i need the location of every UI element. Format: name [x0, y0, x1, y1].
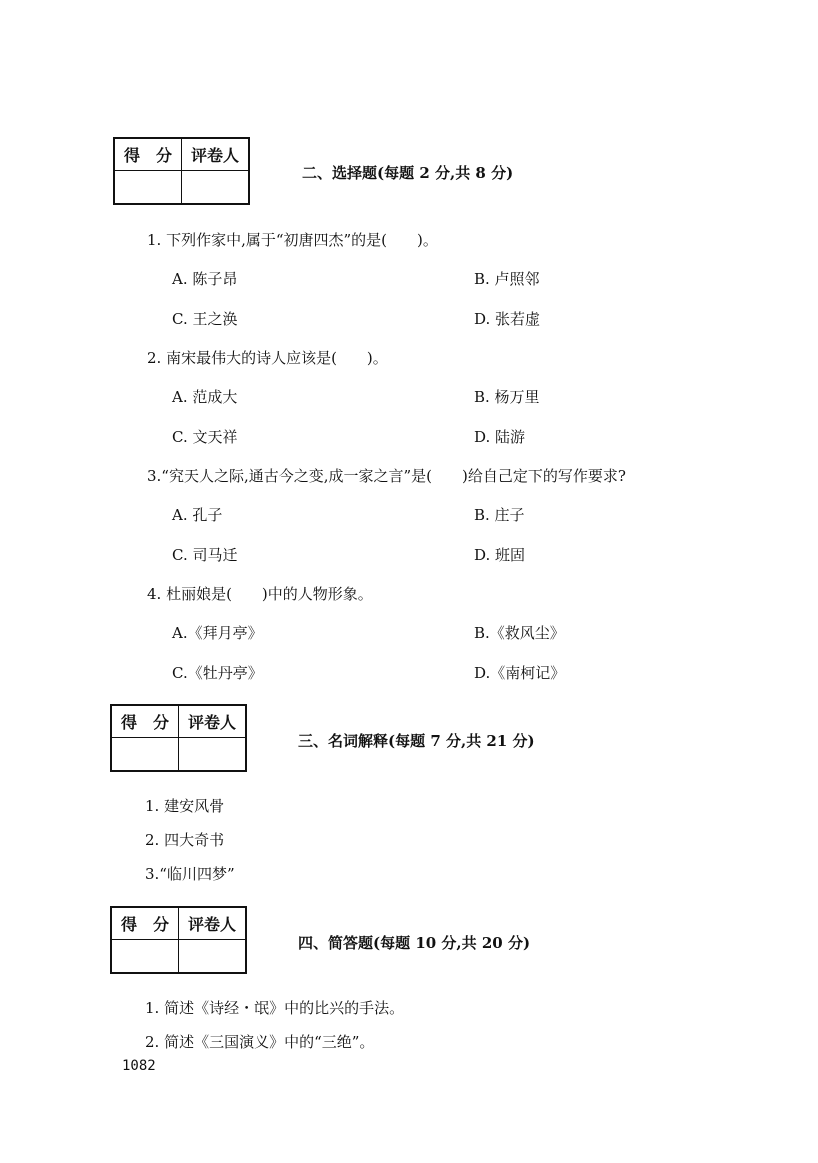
q2-option-d: D. 陆游: [474, 428, 526, 446]
grader-label: 评卷人: [179, 907, 247, 940]
q1-option-b: B. 卢照邻: [474, 270, 540, 288]
q4-option-a: A.《拜月亭》: [172, 624, 263, 642]
q4-option-b: B.《救风尘》: [474, 624, 565, 642]
q2-option-a: A. 范成大: [172, 388, 238, 406]
q4-option-d: D.《南柯记》: [474, 664, 566, 682]
q2-option-b: B. 杨万里: [474, 388, 540, 406]
score-label: 得 分: [111, 907, 179, 940]
q3-option-c: C. 司马迁: [172, 546, 238, 564]
section2-title: 二、选择题(每题 2 分,共 8 分): [302, 164, 514, 182]
score-label: 得 分: [114, 138, 182, 171]
grader-label: 评卷人: [182, 138, 250, 171]
q4-option-c: C.《牡丹亭》: [172, 664, 263, 682]
page-number: 1082: [122, 1058, 156, 1074]
section3-title: 三、名词解释(每题 7 分,共 21 分): [298, 732, 535, 750]
score-box-section2: [113, 137, 250, 205]
short-answer-1: 1. 简述《诗经・氓》中的比兴的手法。: [145, 999, 405, 1017]
term-2: 2. 四大奇书: [145, 831, 225, 849]
score-field: [111, 940, 179, 974]
short-answer-2: 2. 简述《三国演义》中的“三绝”。: [145, 1033, 375, 1051]
q3-option-a: A. 孔子: [172, 506, 223, 524]
q1-option-a: A. 陈子昂: [172, 270, 238, 288]
q1-option-c: C. 王之涣: [172, 310, 238, 328]
q4-stem: 4. 杜丽娘是( )中的人物形象。: [147, 585, 373, 603]
q3-option-b: B. 庄子: [474, 506, 525, 524]
term-1: 1. 建安风骨: [145, 797, 225, 815]
score-box-section4: [110, 906, 247, 974]
q1-option-d: D. 张若虚: [474, 310, 541, 328]
grader-field: [179, 940, 247, 974]
q2-option-c: C. 文天祥: [172, 428, 238, 446]
q3-stem: 3.“究天人之际,通古今之变,成一家之言”是( )给自己定下的写作要求?: [147, 467, 626, 485]
grader-field: [179, 738, 247, 772]
q1-stem: 1. 下列作家中,属于“初唐四杰”的是( )。: [147, 231, 438, 249]
score-field: [114, 171, 182, 205]
score-field: [111, 738, 179, 772]
q3-option-d: D. 班固: [474, 546, 526, 564]
q2-stem: 2. 南宋最伟大的诗人应该是( )。: [147, 349, 388, 367]
term-3: 3.“临川四梦”: [145, 865, 235, 883]
grader-label: 评卷人: [179, 705, 247, 738]
score-box-section3: [110, 704, 247, 772]
section4-title: 四、简答题(每题 10 分,共 20 分): [298, 934, 531, 952]
score-label: 得 分: [111, 705, 179, 738]
grader-field: [182, 171, 250, 205]
